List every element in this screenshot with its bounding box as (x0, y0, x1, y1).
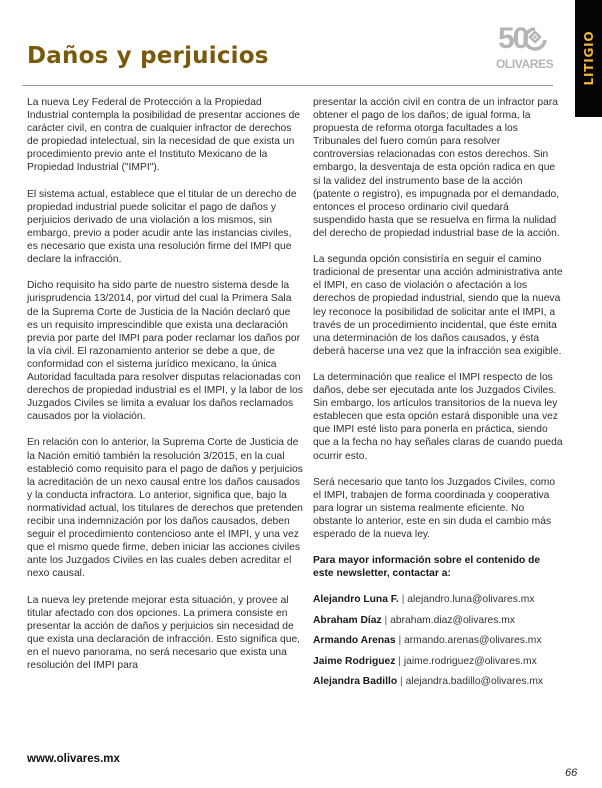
left-column (27, 96, 303, 672)
paragraph: En relación con lo anterior, la Suprema Corte de Justicia de la Nación emitió también la resolución 3/2015, en la cual estableció como requisito para el pago de daños y perjuicios la acreditación de un nexo causal entre los daños causados y la conducta infractora. Lo anterior, significa que, bajo la normatividad actual, los titulares de derechos que pretenden recibir una indemnización por los daños causados, deben seguir el procedimiento contencioso ante el IMPI, y una vez que el mismo quede firme, deben iniciar las acciones civiles ante los Juzgados Civiles en las cuales deben acreditar el nexo causal. (27, 437, 303, 580)
contact-name: Jaime Rodriguez (313, 655, 396, 667)
contact-heading: Para mayor información sobre el contenido de este newsletter, contactar a: (313, 555, 541, 580)
paragraph: La determinación que realice el IMPI respecto de los daños, debe ser ejecutada ante los Juzgados Civiles. Sin embargo, los artículos transitorios de la nueva ley establecen que esta opción estará disponible una vez que IMPI esté listo para ponerla en práctica, siendo que a la fecha no hay señales claras de cuando pueda ocurrir esto. (313, 371, 563, 462)
contact-separator: | (384, 614, 388, 626)
olivares-logo (492, 22, 558, 78)
contact-email-link[interactable]: abraham.diaz@olivares.mx (390, 614, 516, 626)
paragraph: presentar la acción civil en contra de un infractor para obtener el pago de los daños; de igual forma, la propuesta de reforma otorga facultades a los Tribunales del fuero común para resolver controversias relacionadas con estos derechos. Sin embargo, la desventaja de esta opción radica en que si la validez del instrumento base de la acción (patente o registro), es impugnada por el demandado, entonces el proceso ordinario civil quedará suspendido hasta que se resuelva en firma la nulidad del derecho de propiedad industrial base de la acción. (313, 97, 560, 239)
contact-name: Armando Arenas (313, 635, 396, 647)
contact-name: Alejandra Badillo (313, 676, 398, 688)
contact-name: Alejandro Luna F. (313, 594, 399, 606)
contact-item (313, 655, 563, 676)
contact-email-link[interactable]: alejandro.luna@olivares.mx (407, 594, 535, 606)
contact-email-link[interactable]: alejandra.badillo@olivares.mx (405, 676, 544, 688)
contact-item (313, 593, 563, 614)
page-number: 66 (565, 767, 578, 779)
paragraph: Dicho requisito ha sido parte de nuestro sistema desde la jurisprudencia 13/2014, por virtud del cual la Primera Sala de la Suprema Corte de Justicia de la Nación declaró que es un requisito imprescindible que exista una declaración previa por parte del IMPI para poder reclamar los daños por la vía civil. El razonamiento anterior se debe a que, de conformidad con el sistema jurídico mexicano, la única Autoridad facultada para resolver disputas relacionadas con derechos de propiedad industrial es el IMPI, y la labor de los Juzgados Civiles se limita a evaluar los daños reclamados causados por la violación. (27, 280, 303, 423)
header-divider (22, 85, 553, 86)
paragraph: La nueva Ley Federal de Protección a la Propiedad Industrial contempla la posibilidad de presentar acciones de carácter civil, en contra de cualquier infractor de derechos de propiedad intelectual, sin la necesidad de que exista un procedimiento previo ante el Instituto Mexicano de la Propiedad Industrial ("IMPI"). (27, 97, 301, 174)
logo-brand-text: OLIVARES (496, 57, 554, 71)
contact-separator: | (401, 594, 405, 606)
contact-list (313, 593, 563, 696)
olivares-emblem-icon (522, 26, 548, 59)
page-title: Daños y perjuicios (27, 43, 269, 69)
paragraph: Será necesario que tanto los Juzgados Civiles, como el IMPI, trabajen de forma coordinada y cooperativa para lograr un sistema realmente eficiente. No obstante lo anterior, este en sin duda el cambio más esperado de la nueva ley. (313, 476, 556, 541)
section-tab (575, 0, 602, 117)
paragraph: La segunda opción consistiría en seguir el camino tradicional de presentar una acción administrativa ante el IMPI, en caso de violación o afectación a los derechos de propiedad industrial, siendo que la nueva ley reconoce la posibilidad de solicitar ante el IMPI, a través de un procedimiento incidental, que éste emita una determinación de los daños causados, y ésta deberá hacerse una vez que la infracción sea exigible. (313, 254, 563, 357)
contact-email-link[interactable]: armando.arenas@olivares.mx (404, 635, 542, 647)
paragraph: La nueva ley pretende mejorar esta situación, y provee al titular afectado con dos opciones. La primera consiste en presentar la acción de daños y perjuicios sin necesidad de que exista una declaración de infracción. Esto significa que, en el nuevo panorama, no será necesario que exista una resolución del IMPI para (27, 594, 301, 672)
right-column (313, 96, 563, 696)
contact-item (313, 614, 563, 635)
contact-separator: | (398, 655, 401, 667)
contact-item (313, 634, 563, 655)
logo-anniversary-number: 50 (498, 22, 528, 55)
contact-separator: | (400, 676, 403, 688)
paragraph: El sistema actual, establece que el titular de un derecho de propiedad industrial puede solicitar el pago de daños y perjuicios derivado de una violación a los mismos, sin embargo, previo a poder acudir ante las instancias civiles, es necesario que exista una resolución firme del IMPI que declare la infracción. (27, 188, 297, 266)
footer-website-link[interactable]: www.olivares.mx (27, 753, 120, 765)
contact-separator: | (398, 635, 402, 647)
contact-email-link[interactable]: jaime.rodriguez@olivares.mx (403, 655, 537, 667)
contact-item (313, 675, 563, 696)
contact-name: Abraham Díaz (313, 614, 382, 626)
section-tab-label: LITIGIO (581, 30, 596, 86)
